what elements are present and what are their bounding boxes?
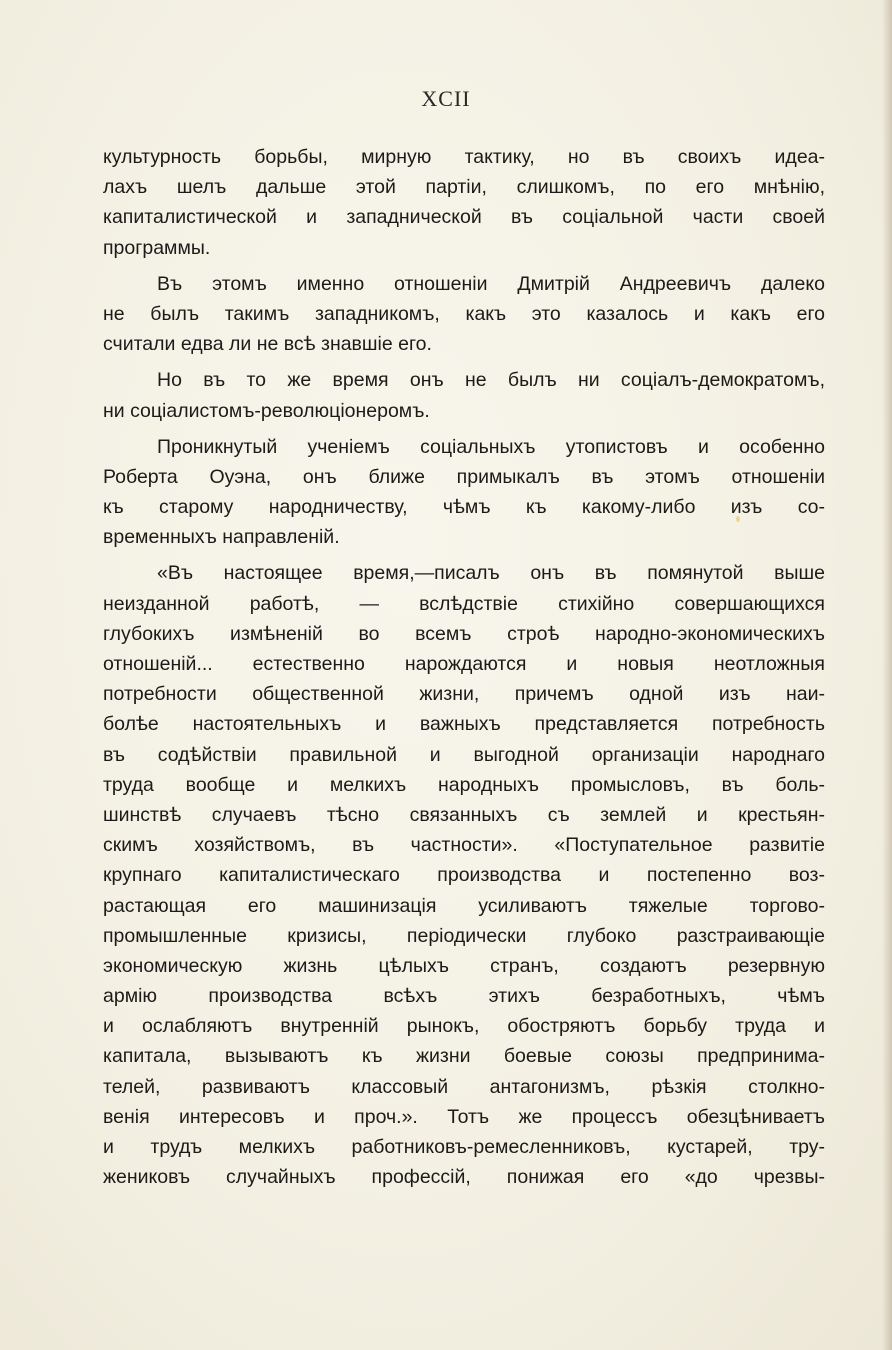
text-line: капитала, вызываютъ къ жизни боевые союзы предпринима- (103, 1045, 825, 1068)
text-line: программы. (103, 236, 211, 259)
text-line: «Въ настоящее время,—писалъ онъ въ помянутой выше (157, 562, 825, 585)
text-line: потребности общественной жизни, причемъ одной изъ наи- (103, 683, 825, 706)
body-text (103, 142, 825, 1192)
text-line: промышленные кризисы, періодически глубоко разстраивающіе (103, 924, 825, 947)
text-line: экономическую жизнь цѣлыхъ странъ, создаютъ резервную (103, 954, 825, 977)
text-line: временныхъ направленій. (103, 526, 340, 549)
text-line: неизданной работѣ, — вслѣдствіе стихійно совершающихся (103, 592, 825, 615)
text-line: Въ этомъ именно отношеніи Дмитрій Андреевичъ далеко (157, 272, 825, 295)
text-line: жениковъ случайныхъ профессій, понижая его «до чрезвы- (103, 1166, 825, 1189)
text-line: не былъ такимъ западникомъ, какъ это казалось и какъ его (103, 302, 825, 325)
text-line: къ старому народничеству, чѣмъ къ какому-либо изъ со- (103, 496, 825, 519)
text-line: армію производства всѣхъ этихъ безработныхъ, чѣмъ (103, 985, 825, 1008)
page-number: XCII (421, 86, 471, 111)
text-line: ни соціалистомъ-революціонеромъ. (103, 399, 430, 422)
page-edge-shadow (882, 0, 892, 1350)
text-line: болѣе настоятельныхъ и важныхъ представляется потребность (103, 713, 825, 736)
text-line: капиталистической и западнической въ соціальной части своей (103, 206, 825, 229)
text-line: отношеній... естественно нарождаются и новыя неотложныя (103, 653, 825, 675)
text-line: шинствѣ случаевъ тѣсно связанныхъ съ землей и крестьян- (103, 803, 825, 826)
text-line: Проникнутый ученіемъ соціальныхъ утопистовъ и особенно (157, 435, 825, 458)
text-line: въ содѣйствіи правильной и выгодной организаціи народнаго (103, 743, 825, 766)
text-line: лахъ шелъ дальше этой партіи, слишкомъ, по его мнѣнію, (103, 176, 825, 199)
text-line: и ослабляютъ внутренній рынокъ, обостряютъ борьбу труда и (103, 1015, 825, 1038)
text-line: Но въ то же время онъ не былъ ни соціалъ-демократомъ, (157, 369, 825, 392)
text-line: Роберта Оуэна, онъ ближе примыкалъ въ этомъ отношеніи (103, 465, 825, 488)
text-line: крупнаго капиталистическаго производства и постепенно воз- (103, 864, 825, 887)
text-line: телей, развиваютъ классовый антагонизмъ, рѣзкія столкно- (103, 1075, 825, 1098)
text-line: труда вообще и мелкихъ народныхъ промысловъ, въ боль- (103, 773, 825, 796)
text-line: считали едва ли не всѣ знавшіе его. (103, 333, 432, 356)
text-line: глубокихъ измѣненій во всемъ строѣ народно-экономическихъ (103, 622, 825, 645)
text-line: растающая его машинизація усиливаютъ тяжелые торгово- (103, 894, 825, 917)
text-line: скимъ хозяйствомъ, въ частности». «Поступательное развитіе (103, 834, 825, 857)
text-line: и трудъ мелкихъ работниковъ-ремесленниковъ, кустарей, тру- (103, 1136, 825, 1158)
text-line: культурность борьбы, мирную тактику, но въ своихъ идеа- (103, 146, 825, 168)
text-line: венія интересовъ и проч.». Тотъ же процессъ обезцѣниваетъ (103, 1105, 825, 1128)
